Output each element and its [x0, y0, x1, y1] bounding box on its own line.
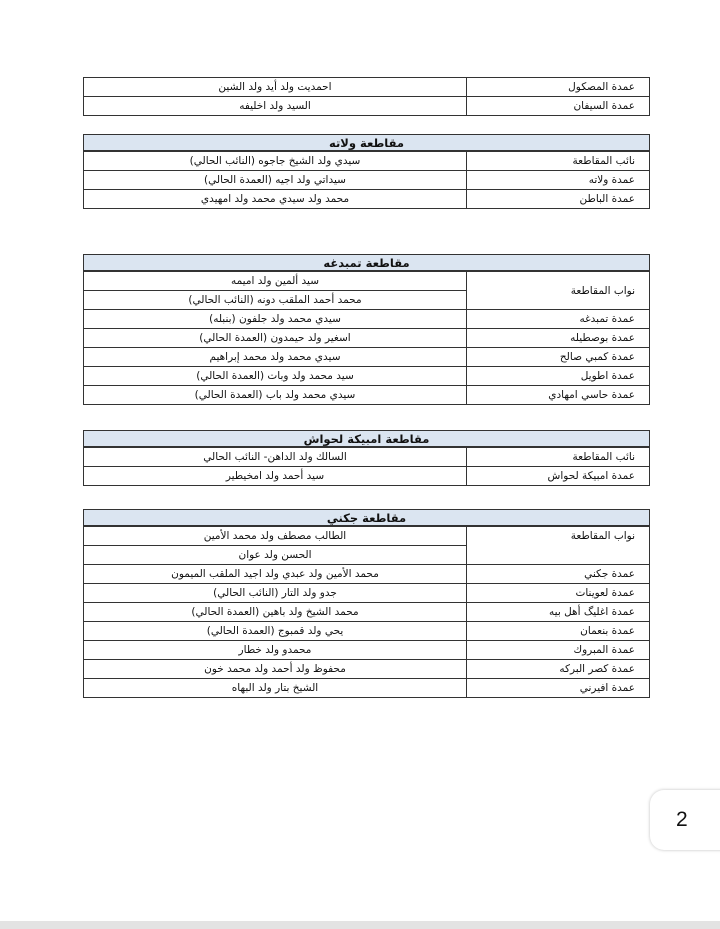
table-row: [84, 448, 650, 467]
name-cell: سيد ألمين ولد اميمه: [84, 272, 467, 291]
section-header: مقاطعة ولاته: [83, 134, 650, 151]
name-cell: الشيخ بتار ولد البهاه: [84, 679, 467, 698]
table-row: [84, 386, 650, 405]
section-djigueni: [83, 509, 650, 698]
table-row: [84, 565, 650, 584]
name-cell: يحي ولد قمبوج (العمدة الحالي): [84, 622, 467, 641]
name-cell: سيداتي ولد اجيه (العمدة الحالي): [84, 171, 467, 190]
role-cell: عمدة بنعمان: [467, 622, 650, 641]
section-continued: [83, 77, 650, 116]
page-bottom-edge: [0, 921, 720, 929]
name-cell: سيدي محمد ولد جلفون (بنبله): [84, 310, 467, 329]
name-cell: سيدي محمد ولد محمد إبراهيم: [84, 348, 467, 367]
name-cell: الحسن ولد عوان: [84, 546, 467, 565]
table-row: [84, 603, 650, 622]
officials-table: [83, 77, 650, 116]
table-row: [84, 152, 650, 171]
role-cell: نائب المقاطعة: [467, 448, 650, 467]
section-mbeikit-lahwach: [83, 430, 650, 486]
role-cell: عمدة اغليگ أهل بيه: [467, 603, 650, 622]
page-number: 2: [650, 790, 720, 850]
role-cell: نواب المقاطعة: [467, 272, 650, 310]
role-cell: عمدة تمبدغه: [467, 310, 650, 329]
table-row: [84, 584, 650, 603]
section-timbedgha: [83, 254, 650, 405]
name-cell: محفوظ ولد أحمد ولد محمد خون: [84, 660, 467, 679]
role-cell: عمدة لعوينات: [467, 584, 650, 603]
name-cell: سيد أحمد ولد امخيطير: [84, 467, 467, 486]
table-row: [84, 367, 650, 386]
section-header: مقاطعة امبيكة لحواش: [83, 430, 650, 447]
role-cell: نواب المقاطعة: [467, 527, 650, 565]
table-row: [84, 329, 650, 348]
role-cell: عمدة المصكول: [467, 78, 650, 97]
role-cell: نائب المقاطعة: [467, 152, 650, 171]
table-row: [84, 97, 650, 116]
name-cell: سيدي محمد ولد باب (العمدة الحالي): [84, 386, 467, 405]
role-cell: عمدة المبروك: [467, 641, 650, 660]
role-cell: عمدة اطويل: [467, 367, 650, 386]
section-header: مقاطعة تمبدغه: [83, 254, 650, 271]
name-cell: سيد محمد ولد وبات (العمدة الحالي): [84, 367, 467, 386]
officials-table: [83, 526, 650, 698]
table-row: [84, 660, 650, 679]
role-cell: عمدة حاسي امهادي: [467, 386, 650, 405]
role-cell: عمدة السيفان: [467, 97, 650, 116]
role-cell: عمدة امبيكة لحواش: [467, 467, 650, 486]
section-header: مقاطعة جكني: [83, 509, 650, 526]
name-cell: اسغير ولد حيمدون (العمدة الحالي): [84, 329, 467, 348]
name-cell: محمد أحمد الملقب دونه (النائب الحالي): [84, 291, 467, 310]
role-cell: عمدة كمبي صالح: [467, 348, 650, 367]
role-cell: عمدة بوصطيله: [467, 329, 650, 348]
name-cell: احمديت ولد أيد ولد الشين: [84, 78, 467, 97]
table-row: [84, 527, 650, 546]
name-cell: السالك ولد الداهن- النائب الحالي: [84, 448, 467, 467]
name-cell: محمدو ولد خطار: [84, 641, 467, 660]
table-row: [84, 467, 650, 486]
officials-table: [83, 151, 650, 209]
name-cell: محمد ولد سيدي محمد ولد امهيدي: [84, 190, 467, 209]
role-cell: عمدة ولاته: [467, 171, 650, 190]
table-row: [84, 348, 650, 367]
officials-table: [83, 271, 650, 405]
table-row: [84, 310, 650, 329]
section-oualata: [83, 134, 650, 209]
name-cell: الطالب مصطف ولد محمد الأمين: [84, 527, 467, 546]
name-cell: جدو ولد التار (النائب الحالي): [84, 584, 467, 603]
role-cell: عمدة افيرني: [467, 679, 650, 698]
table-row: [84, 190, 650, 209]
name-cell: محمد الأمين ولد عبدي ولد اجيد الملقب الميمون: [84, 565, 467, 584]
table-row: [84, 641, 650, 660]
table-row: [84, 78, 650, 97]
role-cell: عمدة الباطن: [467, 190, 650, 209]
name-cell: سيدي ولد الشيخ جاجوه (النائب الحالي): [84, 152, 467, 171]
table-row: [84, 679, 650, 698]
table-row: [84, 622, 650, 641]
table-row: [84, 272, 650, 291]
officials-table: [83, 447, 650, 486]
table-row: [84, 171, 650, 190]
role-cell: عمدة كصر البركه: [467, 660, 650, 679]
name-cell: محمد الشيخ ولد باهين (العمدة الحالي): [84, 603, 467, 622]
role-cell: عمدة جكني: [467, 565, 650, 584]
name-cell: السيد ولد اخليفه: [84, 97, 467, 116]
